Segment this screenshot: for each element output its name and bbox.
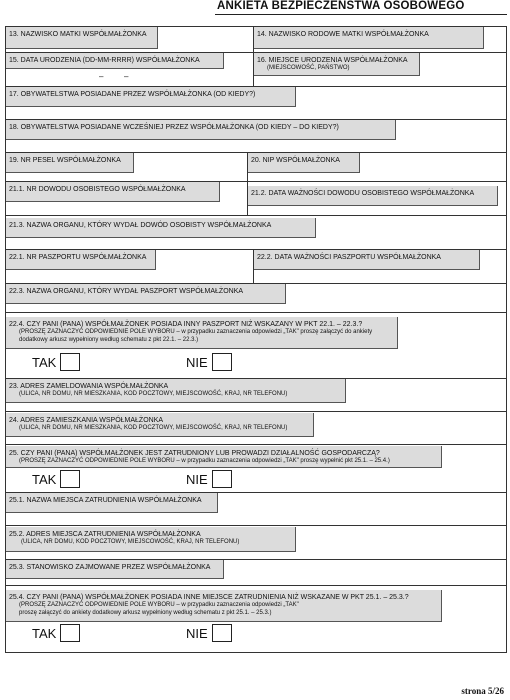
other-passport-note: (PROSZĘ ZAZNACZYĆ ODPOWIEDNIE POLE WYBORU – w przypadku zaznaczenia odpowiedzi „TAK" proszę załączyć do ankiety: [19, 329, 373, 335]
label-mother-surname: 13. NAZWISKO MATKI WSPÓŁMAŁŻONKA: [6, 27, 158, 49]
label-passport-number: 22.1. NR PASZPORTU WSPÓŁMAŁŻONKA: [6, 250, 156, 270]
no-label: NIE: [186, 354, 208, 370]
label-citizenship: 17. OBYWATELSTWA POSIADANE PRZEZ WSPÓŁMAŁŻONKA (OD KIEDY?): [6, 87, 296, 107]
row-23: [6, 379, 506, 412]
yes-label: TAK: [32, 471, 57, 487]
label-employer-address: 25.2. ADRES MIEJSCA ZATRUDNIENIA WSPÓŁMAŁŻONKA (ULICA, NR DOMU, KOD POCZTOWY, MIEJSCOWOŚĆ, KRAJ, NR TELEFONU): [6, 527, 296, 552]
row-24: [6, 412, 506, 445]
label-id-number: 21.1. NR DOWODU OSOBISTEGO WSPÓŁMAŁŻONKA: [6, 182, 220, 202]
employment-no[interactable]: [186, 470, 232, 488]
label-pesel: 19. NR PESEL WSPÓŁMAŁŻONKA: [6, 153, 134, 173]
employment-note: (PROSZĘ ZAZNACZYĆ ODPOWIEDNIE POLE WYBORU – w przypadku zaznaczenia odpowiedzi „TAK" proszę wypełnić pkt 25.1. – 25.4.): [19, 458, 390, 464]
yes-checkbox[interactable]: [60, 470, 80, 488]
label-other-employment: 25.4. CZY PANI (PANA) WSPÓŁMAŁŻONEK POSIADA INNE MIEJSCE ZATRUDNIENIA NIŻ WSKAZANE W PKT 25.1. – 25.3.? (PROSZĘ ZAZNACZYĆ ODPOWIEDNIE POLE WYBORU – w przypadku zaznaczenia odpowiedzi „TAK" proszę załączyć do ankiety dodatkowy arkusz wypełniony według schematu z pkt 25.1. – 25.3.): [6, 590, 442, 622]
employment-yes[interactable]: [32, 470, 80, 488]
label-mother-maiden-name: 14. NAZWISKO RODOWE MATKI WSPÓŁMAŁŻONKA: [254, 27, 484, 49]
other-employment-note: (PROSZĘ ZAZNACZYĆ ODPOWIEDNIE POLE WYBORU – w przypadku zaznaczenia odpowiedzi „TAK": [19, 602, 299, 608]
no-checkbox[interactable]: [212, 353, 232, 371]
yes-label: TAK: [32, 354, 57, 370]
row-18: [6, 120, 506, 153]
row-17: [6, 87, 506, 120]
label-employment: 25. CZY PANI (PANA) WSPÓŁMAŁŻONEK JEST ZATRUDNIONY LUB PROWADZI DZIAŁALNOŚĆ GOSPODARCZĄ? (PROSZĘ ZAZNACZYĆ ODPOWIEDNIE POLE WYBORU – w przypadku zaznaczenia odpowiedzi „TAK" proszę wypełnić pkt 25.1. – 25.4.): [6, 446, 442, 468]
form-table: [5, 26, 507, 653]
registered-address-note: (ULICA, NR DOMU, NR MIESZKANIA, KOD POCZTOWY, MIEJSCOWOŚĆ, KRAJ, NR TELEFONU): [19, 391, 288, 397]
other-passport-no[interactable]: [186, 353, 232, 371]
row-25-3: [6, 560, 506, 586]
employer-address-note: (ULICA, NR DOMU, KOD POCZTOWY, MIEJSCOWOŚĆ, KRAJ, NR TELEFONU): [21, 539, 240, 545]
label-passport-expiry: 22.2. DATA WAŻNOŚCI PASZPORTU WSPÓŁMAŁŻONKA: [254, 250, 480, 270]
date-separator: –: [124, 72, 129, 81]
label-passport-issuer: 22.3. NAZWA ORGANU, KTÓRY WYDAŁ PASZPORT WSPÓŁMAŁŻONKA: [6, 284, 286, 304]
row-22-1-22-2: [6, 250, 506, 284]
other-passport-note: dodatkowy arkusz wypełniony według schematu z pkt 22.1. – 22.3.): [19, 336, 199, 343]
row-22-4: [6, 313, 506, 379]
yes-checkbox[interactable]: [60, 353, 80, 371]
label-residential-address: 24. ADRES ZAMIESZKANIA WSPÓŁMAŁŻONKA (ULICA, NR DOMU, NR MIESZKANIA, KOD POCZTOWY, MIEJSCOWOŚĆ, KRAJ, NR TELEFONU): [6, 413, 314, 437]
label-birth-place: 16. MIEJSCE URODZENIA WSPÓŁMAŁŻONKA (MIEJSCOWOŚĆ, PAŃSTWO): [254, 53, 420, 76]
date-separator: –: [99, 72, 104, 81]
yes-label: TAK: [32, 625, 57, 641]
label-job-position: 25.3. STANOWISKO ZAJMOWANE PRZEZ WSPÓŁMAŁŻONKA: [6, 560, 224, 579]
birth-place-note: (MIEJSCOWOŚĆ, PAŃSTWO): [267, 65, 350, 71]
residential-address-note: (ULICA, NR DOMU, NR MIESZKANIA, KOD POCZTOWY, MIEJSCOWOŚĆ, KRAJ, NR TELEFONU): [19, 425, 288, 431]
page-number: strona 5/26: [461, 686, 504, 696]
other-employment-note: proszę załączyć do ankiety dodatkowy arkusz wypełniony według schematu z pkt 25.1. – 25.3.): [19, 609, 272, 616]
label-birth-date: 15. DATA URODZENIA (DD-MM-RRRR) WSPÓŁMAŁŻONKA: [6, 53, 224, 69]
no-label: NIE: [186, 471, 208, 487]
no-label: NIE: [186, 625, 208, 641]
row-22-3: [6, 284, 506, 313]
row-15-16: [6, 53, 506, 87]
other-employment-yes[interactable]: [32, 624, 80, 642]
label-id-expiry: 21.2. DATA WAŻNOŚCI DOWODU OSOBISTEGO WSPÓŁMAŁŻONKA: [248, 186, 498, 206]
other-passport-yes[interactable]: [32, 353, 80, 371]
label-nip: 20. NIP WSPÓŁMAŁŻONKA: [248, 153, 360, 173]
row-25-4: [6, 586, 506, 653]
row-25-2: [6, 526, 506, 560]
label-previous-citizenship: 18. OBYWATELSTWA POSIADANE WCZEŚNIEJ PRZEZ WSPÓŁMAŁŻONKA (OD KIEDY – DO KIEDY?): [6, 120, 396, 140]
label-id-issuer: 21.3. NAZWA ORGANU, KTÓRY WYDAŁ DOWÓD OSOBISTY WSPÓŁMAŁŻONKA: [6, 218, 316, 238]
row-21-1-21-2: [6, 182, 506, 216]
no-checkbox[interactable]: [212, 624, 232, 642]
page-title: ANKIETA BEZPIECZEŃSTWA OSOBOWEGO: [215, 0, 507, 15]
no-checkbox[interactable]: [212, 470, 232, 488]
other-employment-no[interactable]: [186, 624, 232, 642]
label-registered-address: 23. ADRES ZAMELDOWANIA WSPÓŁMAŁŻONKA (ULICA, NR DOMU, NR MIESZKANIA, KOD POCZTOWY, MIEJSCOWOŚĆ, KRAJ, NR TELEFONU): [6, 379, 346, 403]
row-13-14: [6, 27, 506, 53]
row-21-3: [6, 216, 506, 250]
row-25-1: [6, 493, 506, 526]
row-25: [6, 445, 506, 493]
label-employer-name: 25.1. NAZWA MIEJSCA ZATRUDNIENIA WSPÓŁMAŁŻONKA: [6, 493, 218, 513]
label-other-passport: 22.4. CZY PANI (PANA) WSPÓŁMAŁŻONEK POSIADA INNY PASZPORT NIŻ WSKAZANY W PKT 22.1. – 22.3.? (PROSZĘ ZAZNACZYĆ ODPOWIEDNIE POLE WYBORU – w przypadku zaznaczenia odpowiedzi „TAK" proszę załączyć do ankiety dodatkowy arkusz wypełniony według schematu z pkt 22.1. – 22.3.): [6, 317, 398, 349]
row-19-20: [6, 153, 506, 182]
yes-checkbox[interactable]: [60, 624, 80, 642]
